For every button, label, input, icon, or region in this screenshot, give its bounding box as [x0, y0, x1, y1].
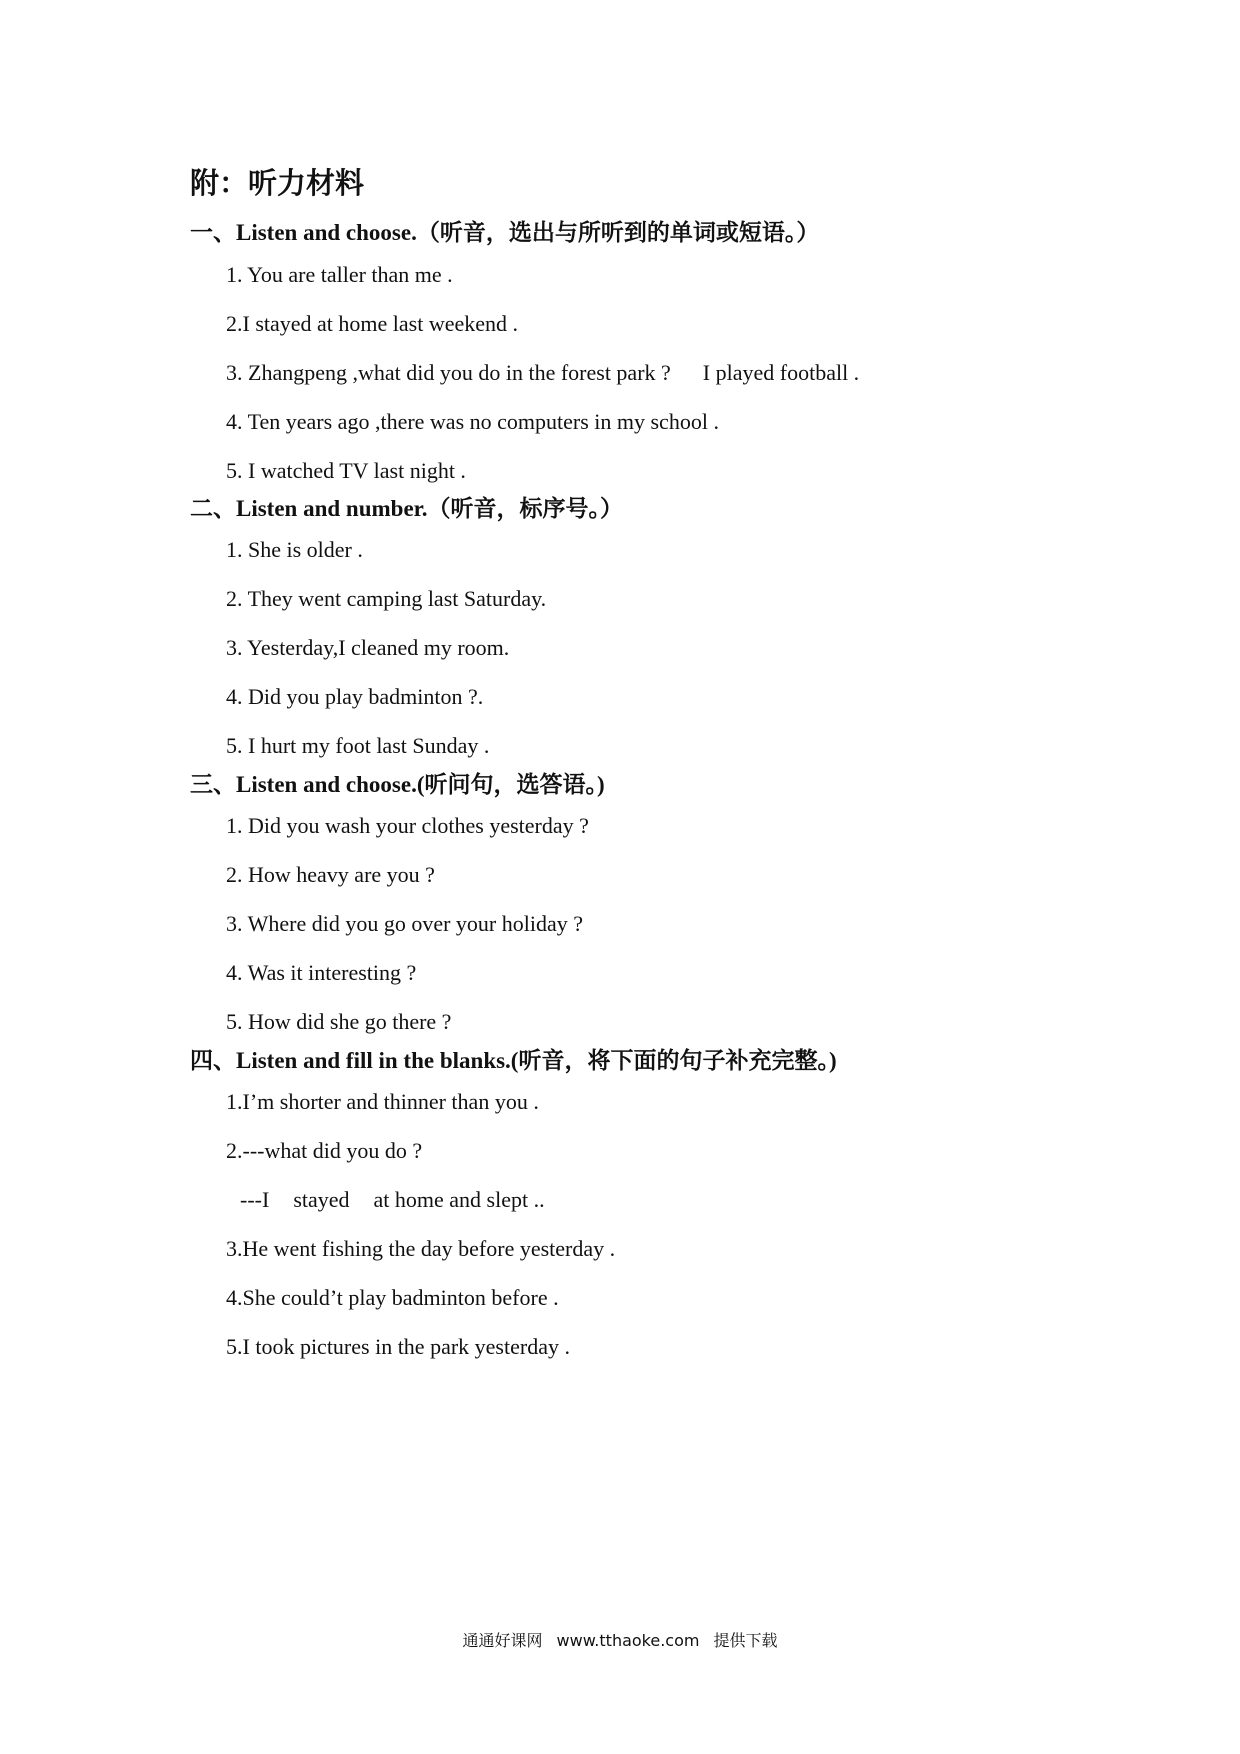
- footer-url[interactable]: www.tthaoke.com: [556, 1631, 700, 1650]
- section-2-item-1: 1. She is older .: [226, 537, 363, 562]
- section-1-item-5: 5. I watched TV last night .: [226, 458, 466, 483]
- page-footer: [0, 1630, 1240, 1652]
- section-4-item-2-answer: [240, 1185, 545, 1215]
- section-4-item-1: 1.I’m shorter and thinner than you .: [226, 1089, 539, 1114]
- section-heading-4: 四、Listen and fill in the blanks.(听音，将下面的句子补充完整。): [190, 1048, 837, 1073]
- section-1-item-1: 1. You are taller than me .: [226, 262, 453, 287]
- section-3-item-1: 1. Did you wash your clothes yesterday ?: [226, 813, 589, 838]
- section-3-item-2: 2. How heavy are you ?: [226, 862, 435, 887]
- answer-word: stayed: [293, 1187, 350, 1212]
- section-4-item-5: 5.I took pictures in the park yesterday .: [226, 1334, 570, 1359]
- section-1-item-2: 2.I stayed at home last weekend .: [226, 311, 519, 336]
- section-2-item-5: 5. I hurt my foot last Sunday .: [226, 733, 490, 758]
- section-2-item-3: 3. Yesterday,I cleaned my room.: [226, 635, 510, 660]
- section-1-item-3-answer: I played football .: [702, 360, 860, 385]
- section-heading-3: 三、Listen and choose.(听问句，选答语。): [190, 772, 605, 797]
- section-3-item-5: 5. How did she go there ?: [226, 1009, 452, 1034]
- section-3-item-4: 4. Was it interesting ?: [226, 960, 417, 985]
- section-3-item-3: 3. Where did you go over your holiday ?: [226, 911, 584, 936]
- section-1-item-4: 4. Ten years ago ,there was no computers in my school .: [226, 409, 719, 434]
- footer-note: 提供下载: [713, 1631, 778, 1650]
- section-4-item-2: 2.---what did you do ?: [226, 1138, 423, 1163]
- section-heading-2: 二、Listen and number.（听音，标序号。）: [190, 496, 624, 521]
- page-title: 附：听力材料: [190, 168, 365, 200]
- section-2-item-2: 2. They went camping last Saturday.: [226, 586, 547, 611]
- answer-dash: ---I: [240, 1187, 270, 1212]
- section-4-item-3: 3.He went fishing the day before yesterday .: [226, 1236, 616, 1261]
- section-4-item-4: 4.She could’t play badminton before .: [226, 1285, 559, 1310]
- section-heading-1: 一、Listen and choose.（听音，选出与所听到的单词或短语。）: [190, 220, 820, 245]
- section-1-item-3-question: 3. Zhangpeng ,what did you do in the forest park ?: [226, 360, 671, 385]
- section-1-item-3: [226, 358, 859, 388]
- section-2-item-4: 4. Did you play badminton ?.: [226, 684, 484, 709]
- answer-rest: at home and slept ..: [373, 1187, 545, 1212]
- footer-site-name: 通通好课网: [462, 1631, 543, 1650]
